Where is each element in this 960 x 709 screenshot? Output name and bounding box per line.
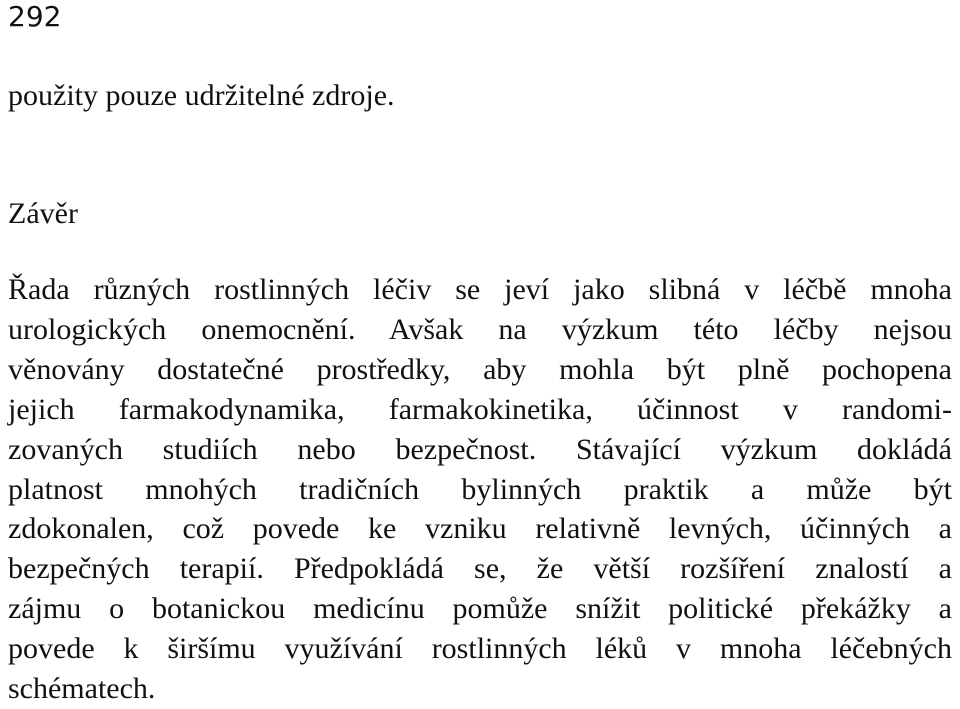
paragraph-line: platnost mnohých tradičních bylinných praktik a může být	[8, 472, 952, 506]
paragraph-line: zovaných studiích nebo bezpečnost. Stávající výzkum dokládá	[8, 432, 952, 466]
carryover-text: použity pouze udržitelné zdroje.	[8, 79, 395, 112]
page-number: 292	[8, 0, 62, 33]
paragraph-line: schématech.	[8, 672, 156, 706]
paragraph-line: věnovány dostatečné prostředky, aby mohla být plně pochopena	[8, 352, 952, 386]
paragraph-line: zájmu o botanickou medicínu pomůže snížit politické překážky a	[8, 592, 952, 626]
paragraph-line: zdokonalen, což povede ke vzniku relativně levných, účinných a	[8, 512, 952, 546]
paragraph-line: jejich farmakodynamika, farmakokinetika, účinnost v randomi-	[8, 392, 952, 426]
paragraph-line: Řada různých rostlinných léčiv se jeví jako slibná v léčbě mnoha	[8, 273, 952, 306]
paragraph-line: bezpečných terapií. Předpokládá se, že větší rozšíření znalostí a	[8, 552, 952, 586]
body-paragraph	[8, 270, 952, 709]
section-heading: Závěr	[8, 197, 78, 230]
paragraph-line: povede k širšímu využívání rostlinných léků v mnoha léčebných	[8, 632, 952, 666]
paragraph-line: urologických onemocnění. Avšak na výzkum této léčby nejsou	[8, 312, 952, 346]
